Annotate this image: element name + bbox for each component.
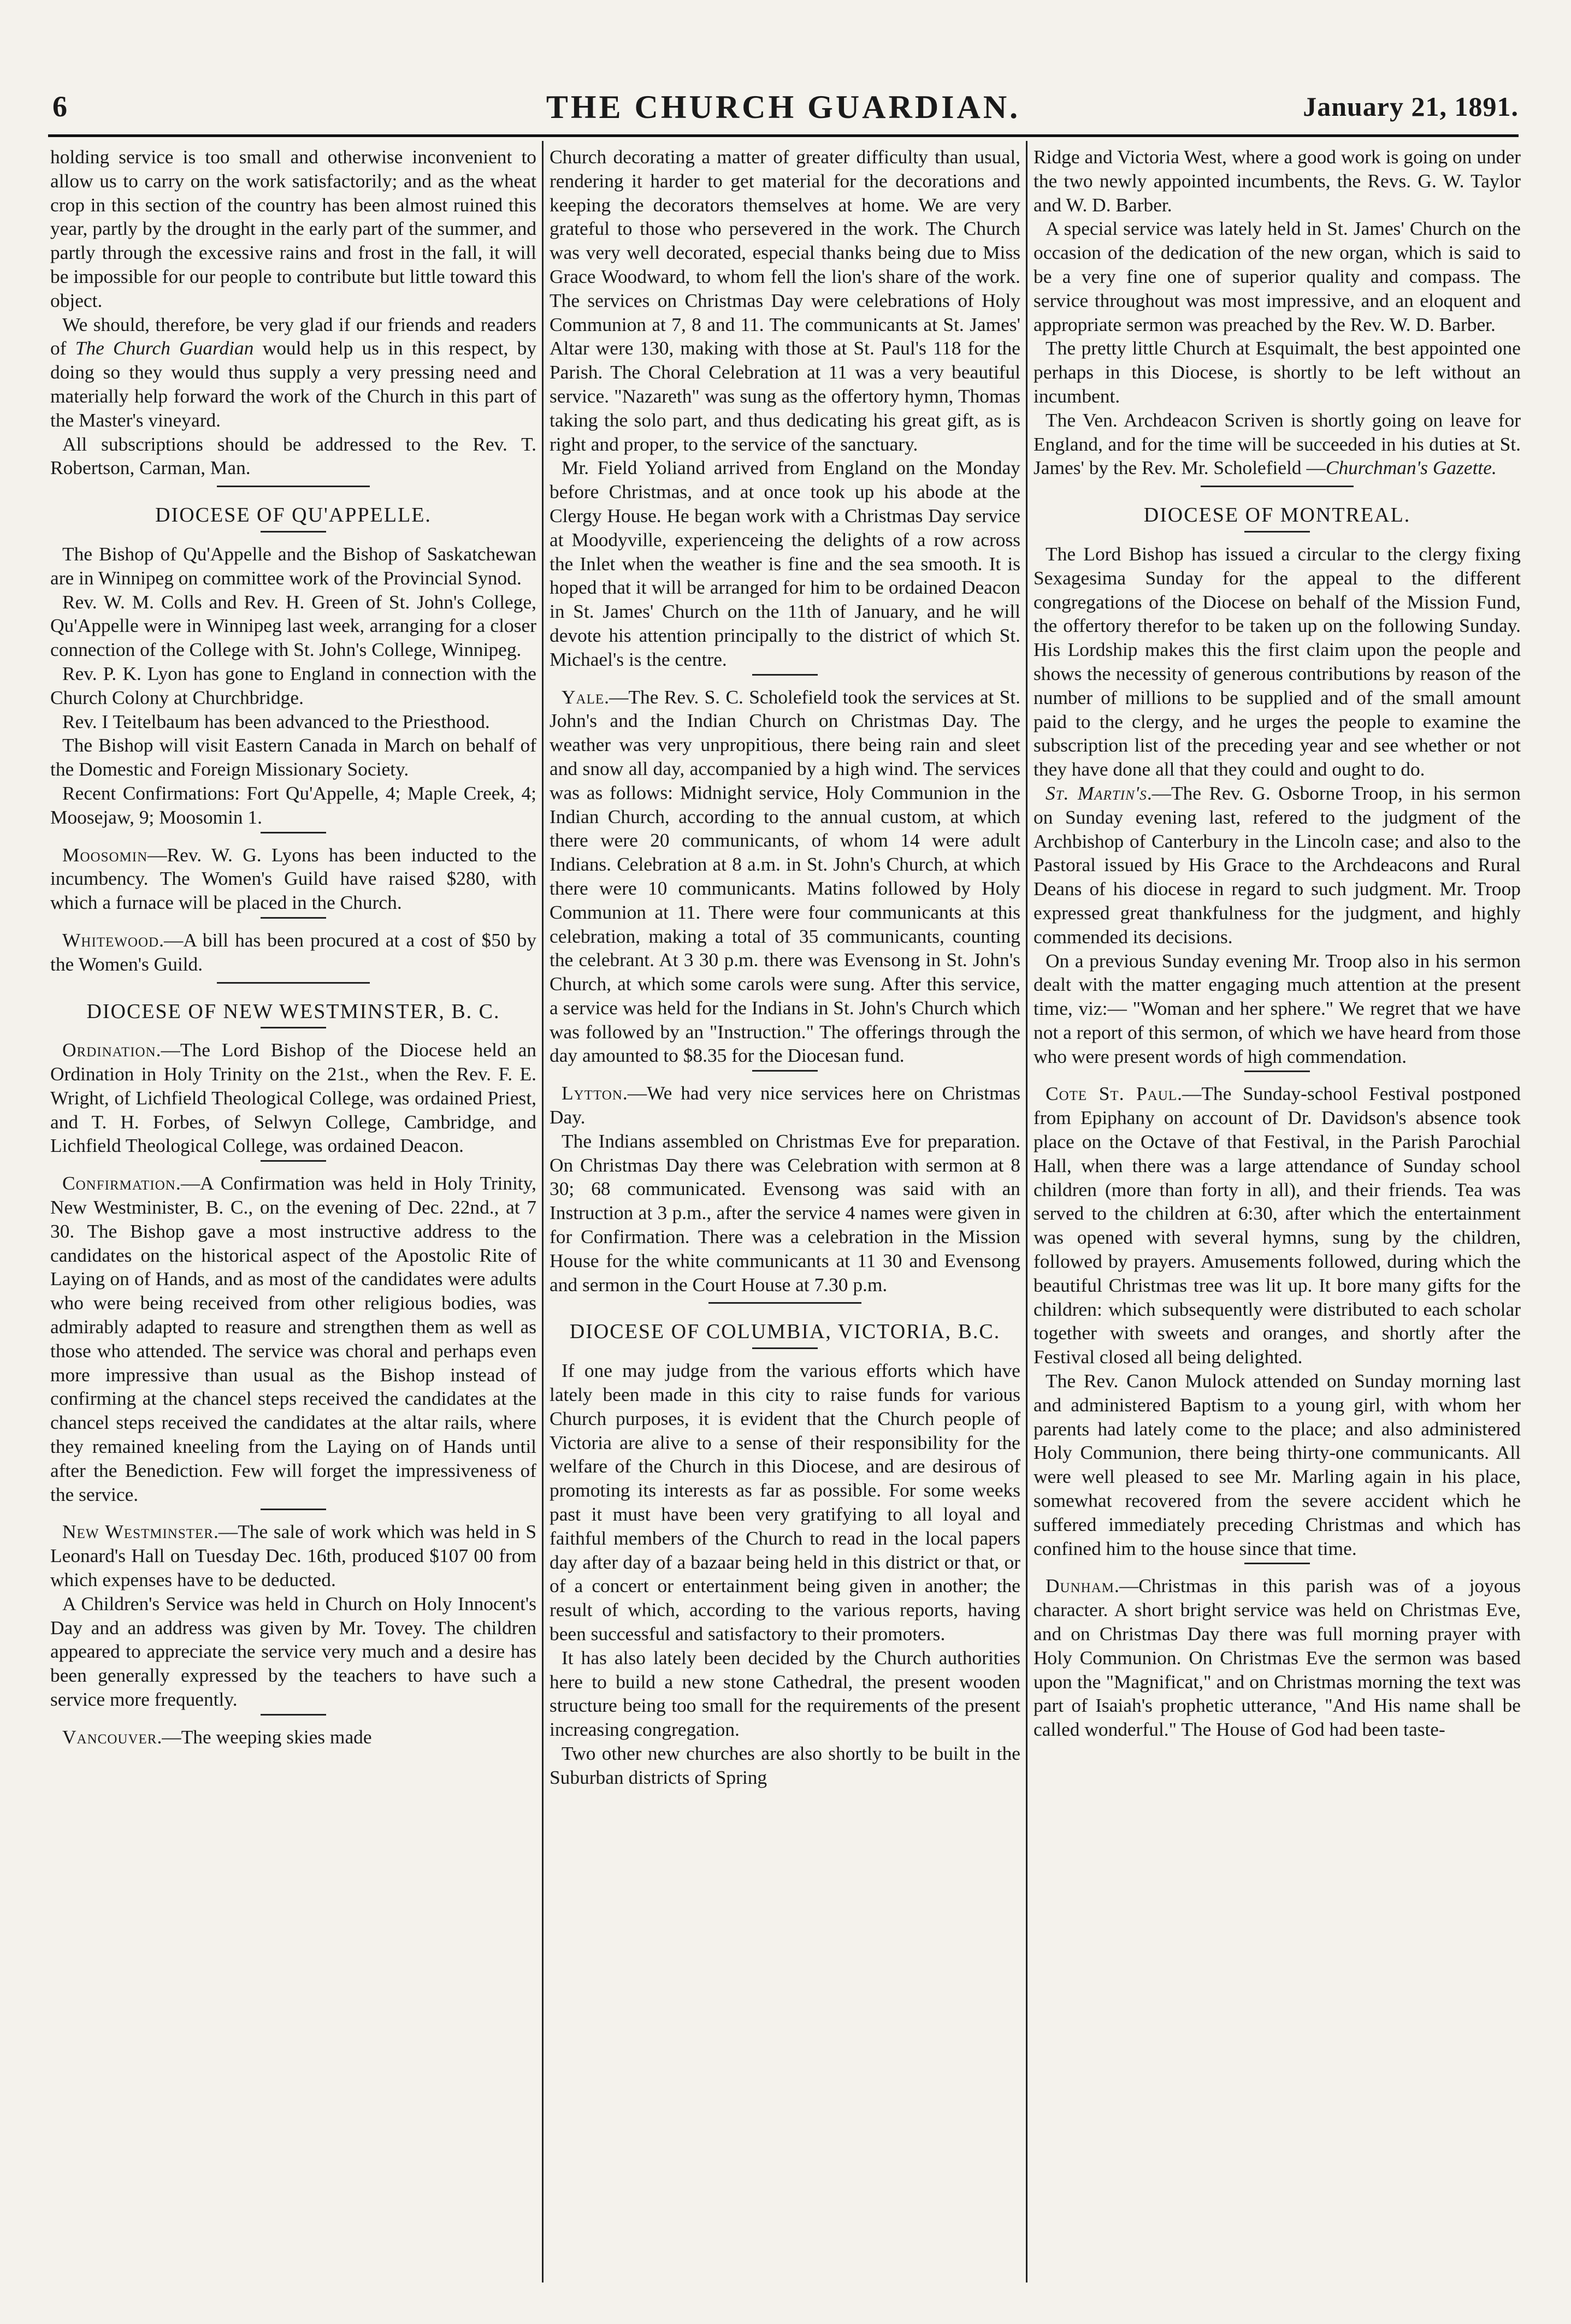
place-lead: Ordination — [62, 1039, 156, 1061]
paragraph: Vancouver.—The weeping skies made — [62, 1725, 372, 1748]
place-lead: Dunham — [1046, 1575, 1115, 1597]
paragraph: The Bishop of Qu'Appelle and the Bishop of Saskatchewan are in Winnipeg on committee work of the Provincial Synod. — [50, 542, 536, 589]
paragraph: The Ven. Archdeacon Scriven is shortly going on leave for England, and for the time will be succeeded in his duties at St. James' by the Rev. Mr. Scholefield —Churchman's Gazette. — [1033, 409, 1521, 479]
place-lead: Lytton — [562, 1082, 623, 1104]
heading-rule — [1244, 531, 1310, 533]
place-lead: Moosomin — [62, 843, 148, 866]
paragraph: Lytton.—We had very nice services here on Christmas Day. — [550, 1082, 1020, 1128]
column-2 — [550, 145, 1020, 2286]
paragraph: The pretty little Church at Esquimalt, the best appointed one perhaps in this Diocese, is shortly to be left without an incumbent. — [1033, 337, 1521, 407]
paragraph: We should, therefore, be very glad if our friends and readers of The Church Guardian would help us in this respect, by doing so they would thus supply a very pressing need and materially help forward the work of the Church in this part of the Master's vineyard. — [50, 313, 536, 431]
item-rule — [261, 917, 326, 919]
paragraph: It has also lately been decided by the Church authorities here to build a new stone Cathedral, the present wooden structure being too small for the requirements of the present increasing congregation. — [550, 1646, 1020, 1741]
item-rule — [752, 674, 818, 676]
column-3 — [1033, 145, 1521, 2286]
section-heading-montreal: DIOCESE OF MONTREAL. — [1143, 504, 1411, 527]
heading-rule — [752, 1347, 818, 1349]
item-rule — [261, 1714, 326, 1716]
paragraph: Rev. W. M. Colls and Rev. H. Green of St. John's College, Qu'Appelle were in Winnipeg last week, arranging for a closer connection of the College with St. John's College, Winnipeg. — [50, 590, 536, 661]
heading-rule — [261, 531, 326, 533]
item-rule — [752, 1070, 818, 1072]
section-rule — [217, 982, 370, 984]
paragraph: Church decorating a matter of greater difficulty than usual, rendering it harder to get material for the decorations and keeping the decorators themselves at home. We are very grateful to those who persevered in the work. The Church was very well decorated, especial thanks being due to Miss Grace Woodward, to whom fell the lion's share of the work. The services on Christmas Day were celebrations of Holy Communion at 7, 8 and 11. The communicants at St. James' Altar were 130, making with those at St. Paul's 118 for the Parish. The Choral Celebration at 11 was a very beautiful service. "Nazareth" was sung as the offertory hymn, Thomas taking the solo part, and thus dedicating his great gift, as is right and proper, to the service of the sanctuary. — [550, 146, 1020, 455]
paragraph: The Bishop will visit Eastern Canada in March on behalf of the Domestic and Foreign Missionary Society. — [50, 734, 536, 780]
paragraph: All subscriptions should be addressed to the Rev. T. Robertson, Carman, Man. — [50, 433, 536, 479]
paragraph: A special service was lately held in St. James' Church on the occasion of the dedication of the new organ, which is said to be a very fine one of superior quality and compass. The service throughout was most impressive, and an eloquent and appropriate sermon was preached by the Rev. W. D. Barber. — [1033, 217, 1521, 335]
paragraph: If one may judge from the various efforts which have lately been made in this city to raise funds for various Church purposes, it is evident that the Church people of Victoria are alive to a sense of their responsibility for the welfare of the Church in this Diocese, and are desirous of promoting its interests as far as possible. For some weeks past it must have been very gratifying to all loyal and faithful members of the Church to read in the local papers day after day of a bazaar being held in this district or that, or of a concert or entertainment being given in another; the result of which, according to the various reports, having been successful and satisfactory to their promoters. — [550, 1359, 1020, 1645]
section-rule — [708, 1302, 861, 1304]
paragraph: The Lord Bishop has issued a circular to the clergy fixing Sexagesima Sunday for the appeal to the different congregations of the Diocese on behalf of the Mission Fund, the offertory therefor to be taken up on the following Sunday. His Lordship makes this the first claim upon the people and shows the necessity of generous contributions by reason of the number of millions to be supplied and of the small amount paid to the clergy, and he urges the people to examine the subscription list of the preceding year and see whether or not they have done all that they could and ought to do. — [1033, 542, 1521, 780]
column-divider — [1026, 141, 1027, 2282]
item-rule — [261, 832, 326, 833]
issue-date: January 21, 1891. — [1303, 91, 1519, 122]
paragraph: Rev. P. K. Lyon has gone to England in connection with the Church Colony at Churchbridge. — [50, 662, 536, 708]
publication-name: The Church Guardian — [75, 337, 254, 359]
masthead-title: THE CHURCH GUARDIAN. — [546, 89, 1021, 125]
item-rule — [261, 1509, 326, 1510]
section-heading-quappelle: DIOCESE OF QU'APPELLE. — [155, 504, 432, 527]
paragraph: Whitewood.—A bill has been procured at a cost of $50 by the Women's Guild. — [50, 929, 536, 975]
section-heading-columbia: DIOCESE OF COLUMBIA, VICTORIA, B.C. — [569, 1320, 1001, 1344]
place-lead: Confirmation — [62, 1172, 176, 1194]
paragraph: Rev. I Teitelbaum has been advanced to the Priesthood. — [62, 710, 490, 732]
paragraph: New Westminster.—The sale of work which was held in S Leonard's Hall on Tuesday Dec. 16th, produced $107 00 from which expenses have to be deducted. — [50, 1521, 536, 1591]
place-lead: Whitewood — [62, 929, 160, 951]
publication-name: Churchman's Gazette. — [1325, 457, 1497, 479]
paragraph: Cote St. Paul.—The Sunday-school Festival postponed from Epiphany on account of Dr. Davidson's absence took place on the Octave of that Festival, in the Parish Parochial Hall, when there was a large attendance of Sunday school children (more than forty in all), and their friends. Tea was served to the children at 6:30, after which the entertainment was opened with several hymns, sung by the children, followed by prayers. Amusements followed, during which the beautiful Christmas tree was lit up. It bore many gifts for the children: which subsequently were distributed to each scholar together with sweets and oranges, and shortly after the Festival closed all being delighted. — [1033, 1083, 1521, 1368]
paragraph: Dunham.—Christmas in this parish was of a joyous character. A short bright service was held on Christmas Eve, and on Christmas Day there was full morning prayer with Holy Communion. On Christmas Eve the sermon was based upon the "Magnificat," and on Christmas morning the text was part of Isaiah's prophetic utterance, "And His name shall be called wonderful." The House of God had been taste- — [1033, 1575, 1521, 1741]
paragraph: A Children's Service was held in Church on Holy Innocent's Day and an address was given by Mr. Tovey. The children appeared to appreciate the service very much and a desire has been generally expressed by the teachers to have such a service more frequently. — [50, 1592, 536, 1711]
section-rule — [1201, 486, 1354, 487]
place-lead: Yale — [562, 685, 605, 708]
heading-rule — [261, 1027, 326, 1028]
paragraph: The Indians assembled on Christmas Eve for preparation. On Christmas Day there was Celebration with sermon at 8 30; 68 communicated. Evensong was said with an Instruction at 3 p.m., after the service 4 names were given in for Confirmation. There was a celebration in the Mission House for the white communicants at 11 30 and Evensong and sermon in the Court House at 7.30 p.m. — [550, 1130, 1020, 1296]
item-rule — [1244, 1563, 1310, 1564]
paragraph: Yale.—The Rev. S. C. Scholefield took the services at St. John's and the Indian Church on Christmas Day. The weather was very unpropitious, there being rain and sleet and snow all day, accompanied by a high wind. The services was as follows: Midnight service, Holy Communion in the Indian Church, according to the annual custom, at which there were 20 communicants, of whom 14 were adult Indians. Celebration at 8 a.m. in St. John's Church, at which there were 10 communicants. Matins followed by Holy Communion at 11. There were four communicants at this celebration, making a total of 35 communicants, counting the celebrant. At 3 30 p.m. there was Evensong in St. John's Church, at which some carols were sung. After this service, a service was held for the Indians in St. John's Church which was followed by an "Instruction." The offerings through the day amounted to $8.35 for the Diocesan fund. — [550, 685, 1020, 1067]
page-header — [48, 87, 1519, 130]
paragraph: holding service is too small and otherwise inconvenient to allow us to carry on the work satisfactorily; and as the wheat crop in this section of the country has been almost ruined this year, partly by the drought in the early part of the summer, and partly through the excessive rains and frost in the fall, it will be impossible for our people to contribute but little toward this object. — [50, 146, 536, 311]
place-lead: Vancouver — [62, 1725, 157, 1748]
section-heading-westminster: DIOCESE OF NEW WESTMINSTER, B. C. — [86, 1000, 500, 1023]
paragraph: On a previous Sunday evening Mr. Troop also in his sermon dealt with the matter engaging much attention at the present time, viz:— "Woman and her sphere." We regret that we have not a report of this sermon, of which we have heard from those who were present words of high commendation. — [1033, 949, 1521, 1067]
section-rule — [217, 486, 370, 487]
header-rule — [48, 134, 1519, 137]
paragraph: Recent Confirmations: Fort Qu'Appelle, 4; Maple Creek, 4; Moosejaw, 9; Moosomin 1. — [50, 782, 536, 828]
place-lead: St. Martin's — [1046, 782, 1147, 804]
page-number: 6 — [52, 90, 67, 123]
place-lead: New Westminster — [62, 1521, 214, 1543]
paragraph: Two other new churches are also shortly to be built in the Suburban districts of Spring — [550, 1742, 1020, 1788]
paragraph: St. Martin's.—The Rev. G. Osborne Troop, in his sermon on Sunday evening last, refered to the judgment of the Archbishop of Canterbury in the Lincoln case; and also to the Pastoral issued by His Grace to the Archdeacons and Rural Deans of his diocese in regard to such judgment. Mr. Troop expressed great thankfulness for the judgment, and highly commended its decisions. — [1033, 782, 1521, 948]
paragraph: Moosomin—Rev. W. G. Lyons has been inducted to the incumbency. The Women's Guild have raised $280, with which a furnace will be placed in the Church. — [50, 843, 536, 914]
paragraph: Mr. Field Yoliand arrived from England on the Monday before Christmas, and at once took up his abode at the Clergy House. He began work with a Christmas Day service at Moodyville, experienceing the delights of a row across the Inlet when the weather is fine and the sea smooth. It is hoped that it will be arranged for him to be ordained Deacon in St. James' Church on the 11th of January, and he will devote his attention principally to the district of which St. Michael's is the centre. — [550, 457, 1020, 670]
column-1 — [50, 145, 536, 2286]
paragraph: The Rev. Canon Mulock attended on Sunday morning last and administered Baptism to a young girl, with whom her parents had lately come to the place; and also administered Holy Communion, there being thirty-one communicants. All were well pleased to see Mr. Marling again in his place, somewhat recovered from the severe accident which he suffered immediately preceding Christmas and which has confined him to the house since that time. — [1033, 1370, 1521, 1559]
column-divider — [542, 141, 544, 2282]
item-rule — [261, 1160, 326, 1162]
place-lead: Cote St. Paul — [1046, 1083, 1178, 1105]
paragraph: Ordination.—The Lord Bishop of the Diocese held an Ordination in Holy Trinity on the 21st., when the Rev. F. E. Wright, of Lichfield Theological College, was ordained Priest, and T. H. Forbes, of Selwyn College, Cambridge, and Lichfield Theological College, was ordained Deacon. — [50, 1039, 536, 1157]
paragraph: Ridge and Victoria West, where a good work is going on under the two newly appointed incumbents, the Revs. G. W. Taylor and W. D. Barber. — [1033, 146, 1521, 216]
item-rule — [1244, 1071, 1310, 1072]
paragraph: Confirmation.—A Confirmation was held in Holy Trinity, New Westminister, B. C., on the evening of Dec. 22nd., at 7 30. The Bishop gave a most instructive address to the candidates on the historical aspect of the Apostolic Rite of Laying on of Hands, and as most of the candidates were adults who were being received from other religious bodies, was admirably adapted to reasure and strengthen them as well as those who attended. The service was choral and perhaps even more impressive than usual as the Bishop instead of confirming at the chancel steps received the candidates at the chancel steps received the candidates at the altar rails, where they remained kneeling from the Laying on of Hands until after the Benediction. Few will forget the impressiveness of the service. — [50, 1172, 536, 1505]
